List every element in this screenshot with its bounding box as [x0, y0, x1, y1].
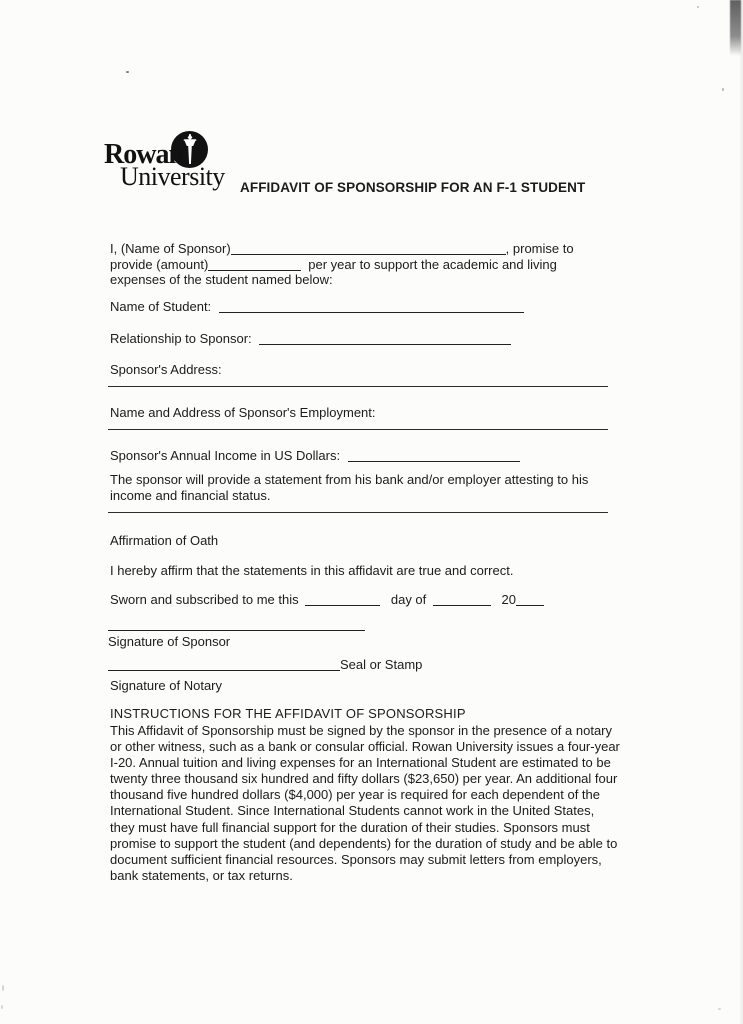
instructions-heading: INSTRUCTIONS FOR THE AFFIDAVIT OF SPONSORSHIP: [110, 706, 466, 721]
sponsor-signature-label: Signature of Sponsor: [108, 634, 231, 649]
statement-line1: The sponsor will provide a statement from his bank and/or employer attesting to his: [110, 472, 589, 487]
blank-relationship: [259, 340, 511, 345]
annual-income-label: Sponsor's Annual Income in US Dollars:: [110, 448, 341, 463]
scan-speck: [2, 985, 4, 991]
logo-word-rowan: Rowan: [104, 139, 184, 170]
scan-speck: [1, 1005, 3, 1009]
intro-seg5: expenses of the student named below:: [110, 272, 333, 288]
instructions-paragraph: [110, 723, 620, 884]
blank-employment-line: [108, 429, 608, 430]
blank-month: [433, 601, 491, 606]
scan-speck: [126, 71, 129, 73]
oath-heading: Affirmation of Oath: [110, 533, 219, 548]
field-name-of-student: [110, 299, 524, 315]
blank-notary-signature: [108, 666, 340, 671]
instructions-line: twenty three thousand six hundred and fifty dollars ($23,650) per year. An additional four: [110, 771, 618, 787]
field-relationship-to-sponsor: [110, 331, 511, 347]
scan-speck: [697, 6, 699, 8]
instructions-line: promise to support the student (and dependents) for the duration of study and be able to: [110, 835, 618, 851]
blank-name-of-student: [219, 308, 524, 313]
intro-seg3: provide (amount): [110, 256, 209, 272]
logo-word-university: University: [120, 162, 225, 191]
instructions-line: This Affidavit of Sponsorship must be signed by the sponsor in the presence of a notary: [110, 723, 612, 738]
instructions-line: or other witness, such as a bank or consular official. Rowan University issues a four-year: [110, 739, 620, 755]
intro-paragraph: [110, 241, 574, 288]
statement-line2: income and financial status.: [110, 487, 271, 503]
relationship-label: Relationship to Sponsor:: [110, 331, 252, 346]
seal-or-stamp-label: Seal or Stamp: [340, 657, 423, 672]
sworn-seg3: 20: [501, 592, 516, 607]
blank-sponsor-name: [231, 250, 506, 255]
instructions-line: they must have full financial support for the duration of their studies. Sponsors must: [110, 819, 590, 835]
document-title: AFFIDAVIT OF SPONSORSHIP FOR AN F-1 STUDENT: [240, 180, 586, 195]
instructions-line: International Student. Since International Students cannot work in the United States,: [110, 803, 595, 819]
sworn-seg2: day of: [390, 592, 427, 607]
sponsor-address-label: Sponsor's Address:: [110, 362, 222, 377]
field-sponsor-employment: [110, 405, 376, 421]
name-of-student-label: Name of Student:: [110, 299, 212, 314]
instructions-line: I-20. Annual tuition and living expenses for an International Student are estimated to be: [110, 755, 611, 771]
oath-affirmation: I hereby affirm that the statements in this affidavit are true and correct.: [110, 563, 514, 578]
intro-seg2: , promise to: [505, 241, 574, 256]
blank-amount: [208, 266, 301, 271]
intro-seg1: I, (Name of Sponsor): [110, 241, 231, 256]
blank-day: [305, 601, 380, 606]
section-divider-line: [108, 512, 608, 513]
notary-signature-row: [108, 657, 422, 672]
scan-artifact-right-edge: [739, 0, 743, 1024]
scan-speck: [722, 88, 724, 91]
instructions-line: document sufficient financial resources. Sponsors may submit letters from employers,: [110, 851, 602, 867]
field-sponsor-address: [110, 362, 222, 378]
sworn-seg1: Sworn and subscribed to me this: [110, 592, 299, 607]
instructions-line: thousand five hundred dollars ($4,000) per year is required for each dependent of the: [110, 787, 600, 803]
sworn-row: [110, 592, 544, 608]
employment-label: Name and Address of Sponsor's Employment:: [110, 405, 376, 420]
rowan-university-logo: [104, 131, 254, 195]
instructions-line: bank statements, or tax returns.: [110, 867, 293, 883]
blank-year: [516, 601, 544, 606]
blank-annual-income: [348, 457, 520, 462]
statement-paragraph: [110, 472, 588, 503]
intro-seg4: per year to support the academic and living: [308, 256, 557, 272]
blank-sponsor-address-line: [108, 386, 608, 387]
field-annual-income: [110, 448, 520, 464]
notary-signature-label: Signature of Notary: [110, 678, 223, 693]
scan-speck: [718, 1008, 721, 1010]
sponsor-signature-block: [108, 630, 365, 649]
